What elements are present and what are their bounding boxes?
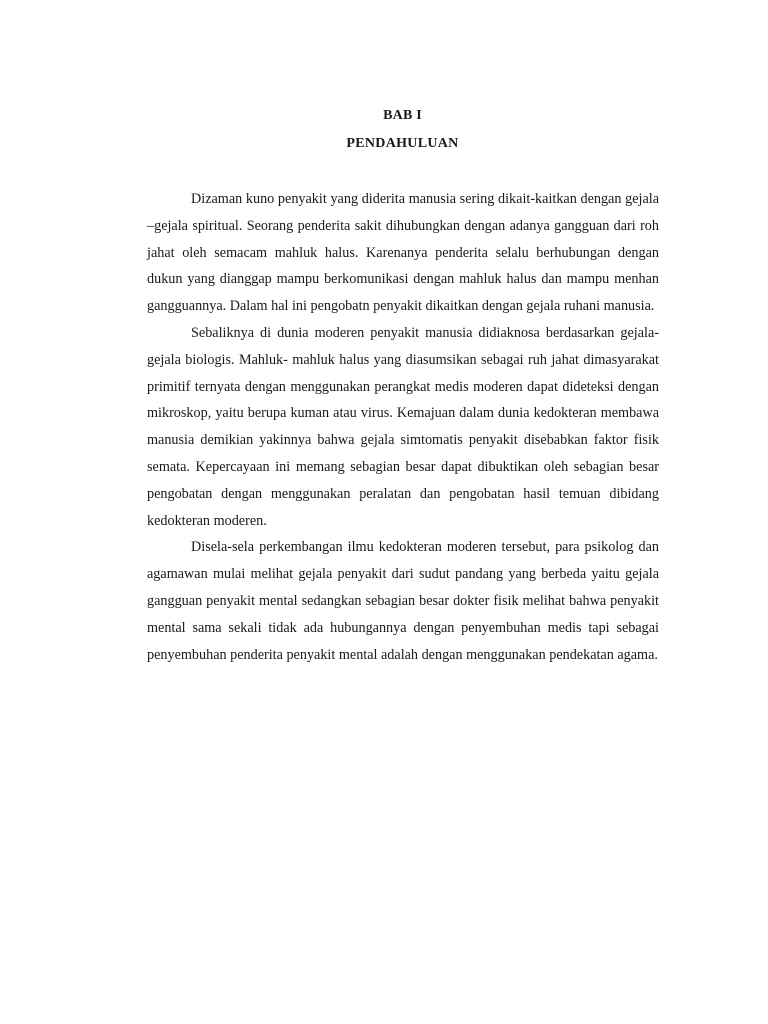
body-text: [147, 186, 659, 668]
paragraph-2: Sebaliknya di dunia moderen penyakit manusia didiaknosa berdasarkan gejala- gejala biologis. Mahluk- mahluk halus yang diasumsikan sebagai ruh jahat dimasyarakat primitif ternyata dengan menggunakan perangkat medis moderen dapat dideteksi dengan mikroskop, yaitu berupa kuman atau virus. Kemajuan dalam dunia kedokteran membawa manusia demikian yakinnya bahwa gejala simtomatis penyakit disebabkan faktor fisik semata. Kepercayaan ini memang sebagian besar dapat dibuktikan oleh sebagian besar pengobatan dengan menggunakan peralatan dan pengobatan hasil temuan dibidang kedokteran moderen.: [147, 324, 659, 529]
paragraph-1: Dizaman kuno penyakit yang diderita manusia sering dikait-kaitkan dengan gejala –gejala spiritual. Seorang penderita sakit dihubungkan dengan adanya gangguan dari roh jahat oleh semacam mahluk halus. Karenanya penderita selalu berhubungan dengan dukun yang dianggap mampu berkomunikasi dengan mahluk halus dan mampu menhan gangguannya. Dalam hal ini pengobatn penyakit dikaitkan dengan gejala ruhani manusia.: [147, 191, 659, 315]
chapter-number: BAB I: [383, 108, 422, 123]
paragraph-3: Disela-sela perkembangan ilmu kedokteran moderen tersebut, para psikolog dan agamawan mulai melihat gejala penyakit dari sudut pandang yang berbeda yaitu gejala gangguan penyakit mental sedangkan sebagian besar dokter fisik melihat bahwa penyakit mental sama sekali tidak ada hubungannya dengan penyembuhan medis tapi sebagai penyembuhan penderita penyakit mental adalah dengan menggunakan pendekatan agama.: [147, 539, 659, 663]
chapter-title: PENDAHULUAN: [346, 136, 459, 151]
